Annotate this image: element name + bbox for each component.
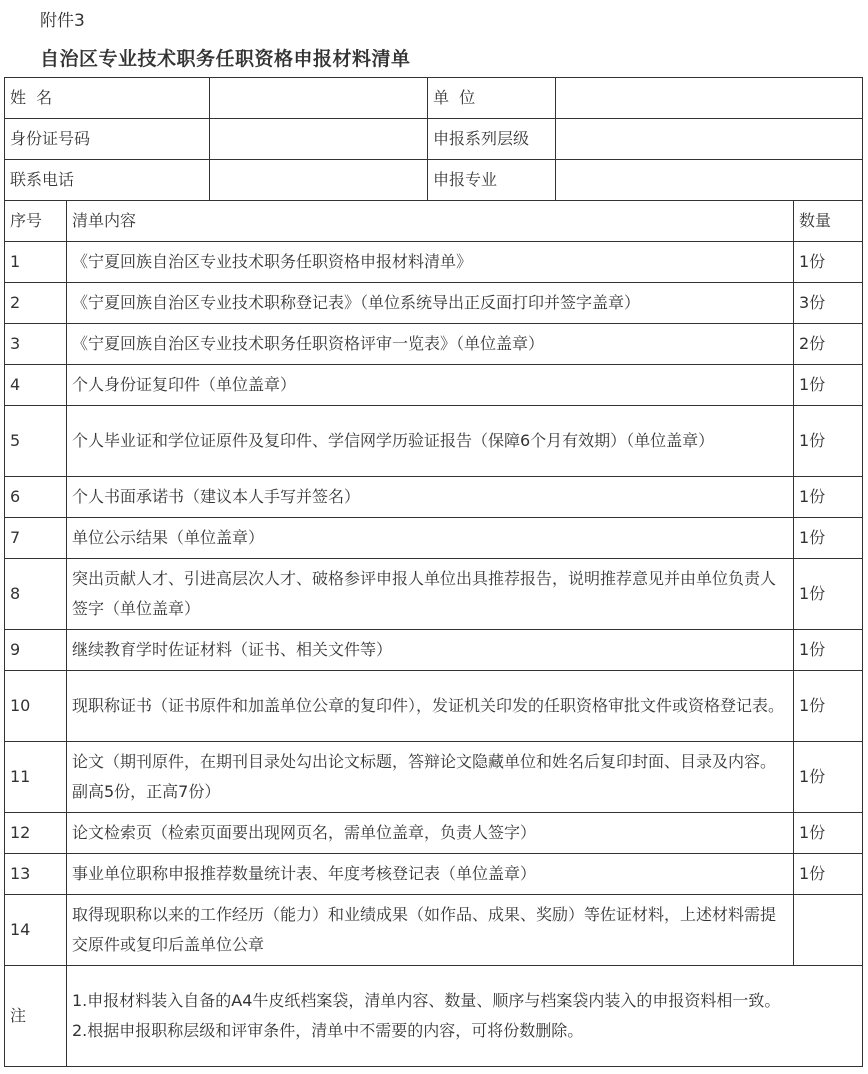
- item-no: 11: [5, 742, 67, 813]
- item-qty: 3份: [794, 283, 863, 324]
- materials-list-table: [4, 200, 863, 1067]
- item-qty: 1份: [794, 477, 863, 518]
- table-row: [5, 242, 863, 283]
- major-label: 申报专业: [428, 160, 556, 201]
- item-no: 5: [5, 406, 67, 477]
- item-no: 14: [5, 895, 67, 966]
- table-row: [5, 895, 863, 966]
- header-content: 清单内容: [67, 201, 794, 242]
- item-no: 3: [5, 324, 67, 365]
- major-value: [556, 160, 863, 201]
- item-content: 《宁夏回族自治区专业技术职称登记表》（单位系统导出正反面打印并签字盖章）: [67, 283, 794, 324]
- item-content: 论文检索页（检索页面要出现网页名，需单位盖章，负责人签字）: [67, 813, 794, 854]
- note-line-2: 2.根据申报职称层级和评审条件，清单中不需要的内容，可将份数删除。: [72, 1021, 584, 1040]
- note-line-1: 1.申报材料装入自备的A4牛皮纸档案袋，清单内容、数量、顺序与档案袋内装入的申报资料相一致。: [72, 991, 781, 1010]
- item-qty: 1份: [794, 365, 863, 406]
- name-label: 姓 名: [5, 78, 210, 119]
- item-no: 7: [5, 518, 67, 559]
- item-content: 《宁夏回族自治区专业技术职务任职资格评审一览表》（单位盖章）: [67, 324, 794, 365]
- table-row: [5, 518, 863, 559]
- item-no: 2: [5, 283, 67, 324]
- item-no: 9: [5, 630, 67, 671]
- series-label: 申报系列层级: [428, 119, 556, 160]
- applicant-info-table: [4, 77, 863, 201]
- name-value: [210, 78, 428, 119]
- table-row: [5, 406, 863, 477]
- table-row: [5, 365, 863, 406]
- item-no: 10: [5, 671, 67, 742]
- header-qty: 数量: [794, 201, 863, 242]
- item-qty: 2份: [794, 324, 863, 365]
- page-title: 自治区专业技术职务任职资格申报材料清单: [40, 48, 411, 70]
- series-value: [556, 119, 863, 160]
- table-row: [5, 813, 863, 854]
- attachment-label: 附件3: [40, 11, 85, 31]
- table-row: [5, 283, 863, 324]
- item-no: 4: [5, 365, 67, 406]
- item-qty: 1份: [794, 630, 863, 671]
- info-row-id: [5, 119, 863, 160]
- info-row-name: [5, 78, 863, 119]
- item-no: 6: [5, 477, 67, 518]
- item-qty: 1份: [794, 406, 863, 477]
- item-qty: 1份: [794, 559, 863, 630]
- item-content: 现职称证书（证书原件和加盖单位公章的复印件），发证机关印发的任职资格审批文件或资格登记表。: [67, 671, 794, 742]
- item-content: 单位公示结果（单位盖章）: [67, 518, 794, 559]
- note-content: [67, 966, 863, 1067]
- item-content: 个人身份证复印件（单位盖章）: [67, 365, 794, 406]
- item-no: 8: [5, 559, 67, 630]
- id-label: 身份证号码: [5, 119, 210, 160]
- item-qty: 1份: [794, 813, 863, 854]
- item-qty: 1份: [794, 854, 863, 895]
- phone-value: [210, 160, 428, 201]
- item-content: 论文（期刊原件，在期刊目录处勾出论文标题，答辩论文隐藏单位和姓名后复印封面、目录及内容。副高5份，正高7份）: [67, 742, 794, 813]
- item-no: 13: [5, 854, 67, 895]
- list-header-row: [5, 201, 863, 242]
- note-label: 注: [5, 966, 67, 1067]
- item-content: 事业单位职称申报推荐数量统计表、年度考核登记表（单位盖章）: [67, 854, 794, 895]
- table-row: [5, 854, 863, 895]
- item-no: 12: [5, 813, 67, 854]
- unit-label: 单 位: [428, 78, 556, 119]
- table-row: [5, 671, 863, 742]
- note-row: [5, 966, 863, 1067]
- item-content: 个人毕业证和学位证原件及复印件、学信网学历验证报告（保障6个月有效期）（单位盖章）: [67, 406, 794, 477]
- item-content: 个人书面承诺书（建议本人手写并签名）: [67, 477, 794, 518]
- table-row: [5, 742, 863, 813]
- item-content: 《宁夏回族自治区专业技术职务任职资格申报材料清单》: [67, 242, 794, 283]
- info-row-phone: [5, 160, 863, 201]
- item-qty: 1份: [794, 671, 863, 742]
- item-qty: 1份: [794, 242, 863, 283]
- item-qty: 1份: [794, 518, 863, 559]
- table-row: [5, 324, 863, 365]
- item-content: 取得现职称以来的工作经历（能力）和业绩成果（如作品、成果、奖励）等佐证材料，上述材料需提交原件或复印后盖单位公章: [67, 895, 794, 966]
- phone-label: 联系电话: [5, 160, 210, 201]
- table-row: [5, 630, 863, 671]
- id-value: [210, 119, 428, 160]
- table-row: [5, 559, 863, 630]
- unit-value: [556, 78, 863, 119]
- table-row: [5, 477, 863, 518]
- item-qty: [794, 895, 863, 966]
- header-no: 序号: [5, 201, 67, 242]
- item-qty: 1份: [794, 742, 863, 813]
- item-content: 继续教育学时佐证材料（证书、相关文件等）: [67, 630, 794, 671]
- item-content: 突出贡献人才、引进高层次人才、破格参评申报人单位出具推荐报告，说明推荐意见并由单位负责人签字（单位盖章）: [67, 559, 794, 630]
- item-no: 1: [5, 242, 67, 283]
